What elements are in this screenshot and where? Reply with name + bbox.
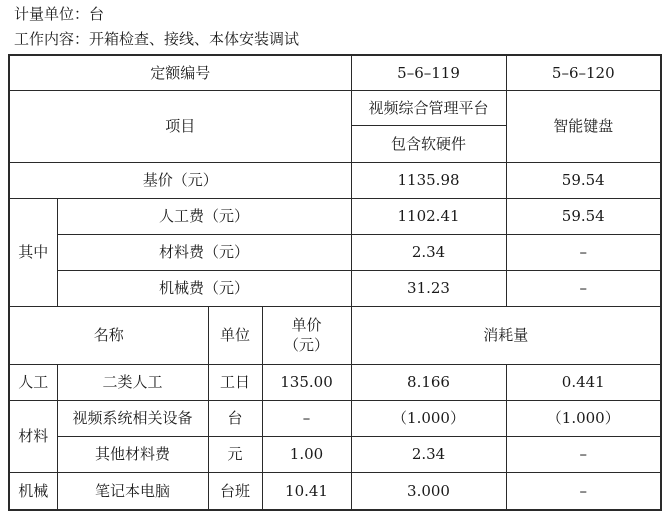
quota-table bbox=[8, 54, 662, 511]
col-unit-header: 单位 bbox=[208, 306, 262, 364]
resource-name: 笔记本电脑 bbox=[57, 472, 208, 510]
labor-fee-label: 人工费（元） bbox=[57, 198, 351, 234]
resource-unit: 元 bbox=[208, 436, 262, 472]
consumption-2: （1.000） bbox=[506, 400, 661, 436]
item-label: 项目 bbox=[9, 90, 351, 162]
table-row bbox=[9, 472, 661, 510]
resource-unit: 台班 bbox=[208, 472, 262, 510]
resource-price: – bbox=[262, 400, 351, 436]
labor-fee-row bbox=[9, 198, 661, 234]
consumption-1: 3.000 bbox=[351, 472, 506, 510]
material-fee-label: 材料费（元） bbox=[57, 234, 351, 270]
consumption-1: 2.34 bbox=[351, 436, 506, 472]
quota-number-row bbox=[9, 55, 661, 90]
item-row bbox=[9, 90, 661, 125]
base-price-row bbox=[9, 162, 661, 198]
base-price-1: 1135.98 bbox=[351, 162, 506, 198]
labor-fee-1: 1102.41 bbox=[351, 198, 506, 234]
resource-name: 视频系统相关设备 bbox=[57, 400, 208, 436]
item-1-name: 视频综合管理平台 bbox=[351, 90, 506, 125]
col-price-header-line1: 单价 bbox=[291, 316, 322, 334]
machine-fee-row bbox=[9, 270, 661, 306]
material-fee-2: – bbox=[506, 234, 661, 270]
material-fee-1: 2.34 bbox=[351, 234, 506, 270]
resource-unit: 工日 bbox=[208, 364, 262, 400]
machine-fee-1: 31.23 bbox=[351, 270, 506, 306]
work-content-line: 工作内容：开箱检查、接线、本体安装调试 bbox=[14, 30, 300, 48]
unit-of-measure-line: 计量单位：台 bbox=[14, 5, 105, 23]
base-price-2: 59.54 bbox=[506, 162, 661, 198]
table-row bbox=[9, 400, 661, 436]
consumption-header-row bbox=[9, 306, 661, 364]
machine-fee-label: 机械费（元） bbox=[57, 270, 351, 306]
col-price-header-line2: （元） bbox=[284, 336, 330, 354]
of-which-label: 其中 bbox=[9, 198, 57, 306]
consumption-1: （1.000） bbox=[351, 400, 506, 436]
item-1-note: 包含软硬件 bbox=[351, 125, 506, 162]
table-row bbox=[9, 436, 661, 472]
consumption-2: 0.441 bbox=[506, 364, 661, 400]
col-consumption-header: 消耗量 bbox=[351, 306, 661, 364]
resource-name: 二类人工 bbox=[57, 364, 208, 400]
consumption-1: 8.166 bbox=[351, 364, 506, 400]
resource-price: 1.00 bbox=[262, 436, 351, 472]
consumption-2: – bbox=[506, 472, 661, 510]
col-name-header: 名称 bbox=[9, 306, 208, 364]
table-row bbox=[9, 364, 661, 400]
category-material: 材料 bbox=[9, 400, 57, 472]
material-fee-row bbox=[9, 234, 661, 270]
quota-number-1: 5–6–119 bbox=[351, 55, 506, 90]
consumption-2: – bbox=[506, 436, 661, 472]
category-machine: 机械 bbox=[9, 472, 57, 510]
machine-fee-2: – bbox=[506, 270, 661, 306]
resource-unit: 台 bbox=[208, 400, 262, 436]
col-price-header bbox=[262, 306, 351, 364]
resource-name: 其他材料费 bbox=[57, 436, 208, 472]
quota-number-label: 定额编号 bbox=[9, 55, 351, 90]
resource-price: 135.00 bbox=[262, 364, 351, 400]
quota-number-2: 5–6–120 bbox=[506, 55, 661, 90]
labor-fee-2: 59.54 bbox=[506, 198, 661, 234]
category-labor: 人工 bbox=[9, 364, 57, 400]
resource-price: 10.41 bbox=[262, 472, 351, 510]
base-price-label: 基价（元） bbox=[9, 162, 351, 198]
item-2-name: 智能键盘 bbox=[506, 90, 661, 162]
